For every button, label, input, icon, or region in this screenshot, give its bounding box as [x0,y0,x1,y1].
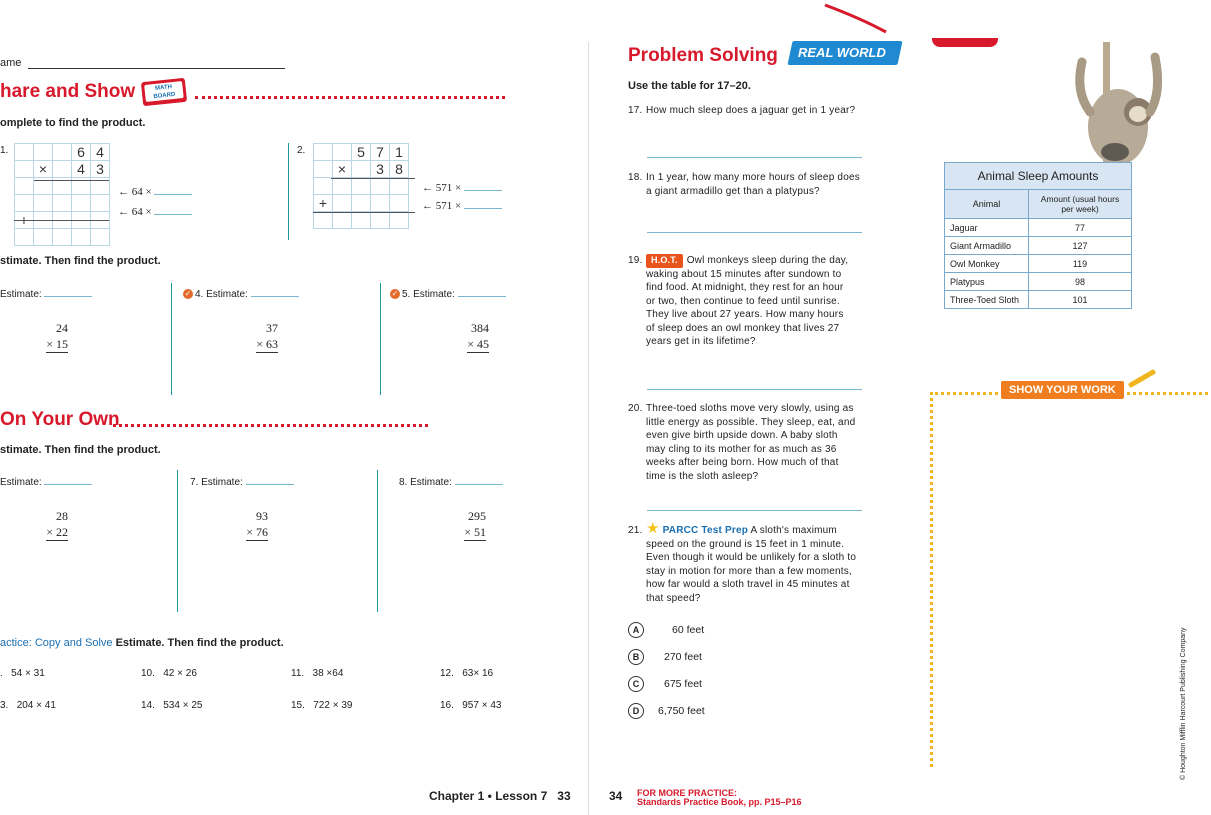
estimate-blank[interactable] [44,287,92,297]
digit: 5 [352,144,371,161]
item-1-number: 1. [0,145,9,156]
partial-product-1: ← 64 × [118,185,192,198]
estimate-instruction: stimate. Then find the product. [0,255,161,267]
item-1-grid[interactable] [14,143,110,246]
copyright: © Houghton Mifflin Harcourt Publishing Company [1180,627,1187,780]
page-gutter [588,42,589,815]
practice-item: 16. 957 × 43 [440,700,502,711]
problem-8: 295 × 51 [464,509,486,539]
times-sign: × [34,161,53,178]
item-2-grid[interactable] [313,143,409,229]
digit: 1 [390,144,409,161]
answer-blank[interactable] [464,199,502,209]
digit: 4 [91,144,110,161]
column-divider [380,283,381,395]
more-practice[interactable]: FOR MORE PRACTICE: Standards Practice Book, pp. P15–P16 [637,788,802,807]
problem-solving-title: Problem Solving [628,45,778,66]
product-line [331,178,415,179]
product-line [34,180,109,181]
digit: 8 [390,161,409,178]
problem-5: 384 × 45 [467,321,489,351]
animal-sleep-table [944,162,1132,309]
red-swoosh-icon [820,0,890,36]
estimate-8: 8. Estimate: [399,475,503,488]
practice-item: 3. 204 × 41 [0,700,56,711]
answer-line[interactable] [647,510,862,511]
estimate-blank[interactable] [455,475,503,485]
use-table-instruction: Use the table for 17–20. [628,80,751,92]
table-header: Animal [945,190,1029,219]
plus-sign: + [314,195,333,212]
share-show-title: hare and Show [0,81,136,102]
math-board-badge: MATH BOARD [141,78,187,106]
answer-blank[interactable] [464,181,502,191]
hot-icon: H.O.T. [646,254,683,268]
complete-instruction: omplete to find the product. [0,117,146,129]
pencil-icon [1128,369,1156,388]
item-2-number: 2. [297,145,306,156]
practice-item: 15. 722 × 39 [291,700,353,711]
page-footer: Chapter 1 • Lesson 7 33 [429,789,571,803]
section-divider [195,96,505,99]
problem-3: 24 × 15 [46,321,68,351]
estimate-5: ✓ 5. Estimate: [390,287,506,300]
digit: 4 [72,161,91,178]
digit: 6 [72,144,91,161]
column-divider [288,143,289,240]
question-17: 17. How much sleep does a jaguar get in 1 year? [628,105,856,116]
show-your-work-label: SHOW YOUR WORK [1001,381,1124,399]
practice-item: 11. 38 ×64 [291,668,344,679]
problem-6: 28 × 22 [46,509,68,539]
column-divider [377,470,378,612]
practice-item: 14. 534 × 25 [141,700,203,711]
practice-instruction: actice: Copy and Solve Estimate. Then find the product. [0,637,284,649]
problem-4: 37 × 63 [256,321,278,351]
estimate-blank[interactable] [44,475,92,485]
checkmark-icon: ✓ [184,289,192,299]
practice-item: 10. 42 × 26 [141,668,197,679]
name-label: ame [0,57,22,69]
section-divider [113,424,428,427]
estimate-7: 7. Estimate: [190,475,294,488]
column-divider [171,283,172,395]
question-21: 21. ★ PARCC Test Prep A sloth's maximum speed on the ground is 15 feet in 1 minute. Even though it would be unlikely for a sloth to stay in motion for more than a few moments, how far would a sloth travel in 45 minutes at that speed? [628,520,857,604]
choice-c[interactable]: C 675 feet [628,676,702,692]
digit: 3 [91,161,110,178]
star-icon: ★ [646,520,660,537]
tab-marker [932,38,998,47]
answer-line[interactable] [647,232,862,233]
table-header: Amount (usual hours per week) [1029,190,1132,219]
estimate-blank[interactable] [251,287,299,297]
question-18: 18. In 1 year, how many more hours of sleep does a giant armadillo get than a platypus? [628,172,860,197]
estimate-instruction-2: stimate. Then find the product. [0,444,161,456]
partial-product-2: ← 571 × [422,199,502,212]
work-area-border [930,392,933,767]
name-line[interactable] [28,68,285,69]
estimate-6: Estimate: [0,475,92,488]
practice-item: 12. 63× 16 [440,668,494,679]
digit: 3 [371,161,390,178]
column-divider [177,470,178,612]
answer-blank[interactable] [154,205,192,215]
choice-a[interactable]: A 60 feet [628,622,704,638]
practice-item: . 54 × 31 [0,668,45,679]
times-sign: × [333,161,352,178]
estimate-blank[interactable] [458,287,506,297]
page-number: 34 [609,789,623,803]
answer-blank[interactable] [154,185,192,195]
choice-b[interactable]: B 270 feet [628,649,702,665]
table-row: Owl Monkey 119 [945,255,1132,273]
checkmark-icon: ✓ [391,289,399,299]
sum-line [313,212,415,213]
estimate-3: Estimate: [0,287,92,300]
digit: 7 [371,144,390,161]
answer-line[interactable] [647,157,862,158]
question-20: 20. Three-toed sloths move very slowly, using as little energy as possible. They sleep, eat, and even give birth upside down. A baby sloth may cling to its mother for as much as 36 weeks after being born. How much of that time is the sloth asleep? [628,403,856,482]
on-your-own-title: On Your Own [0,409,120,430]
table-row: Platypus 98 [945,273,1132,291]
plus-sign: + [15,212,34,229]
sum-line [14,220,109,221]
sloth-photo [1060,42,1170,167]
table-row: Three-Toed Sloth 101 [945,291,1132,309]
partial-product-2: ← 64 × [118,205,192,218]
partial-product-1: ← 571 × [422,181,502,194]
table-row: Jaguar 77 [945,219,1132,237]
estimate-blank[interactable] [246,475,294,485]
estimate-4: ✓ 4. Estimate: [183,287,299,300]
answer-line[interactable] [647,389,862,390]
table-row: Giant Armadillo 127 [945,237,1132,255]
problem-7: 93 × 76 [246,509,268,539]
real-world-badge: REAL WORLD [787,41,902,65]
question-19: 19. H.O.T. Owl monkeys sleep during the day, waking about 15 minutes after sundown to find food. At midnight, they rest for an hour or two, then continue to feed until sunrise. They live about 27 years. How many hours of sleep does an owl monkey that lives 27 years get in its lifetime? [628,255,849,347]
choice-d[interactable]: D 6,750 feet [628,703,705,719]
table-title: Animal Sleep Amounts [945,163,1132,190]
show-your-work-area[interactable] [940,400,1180,760]
